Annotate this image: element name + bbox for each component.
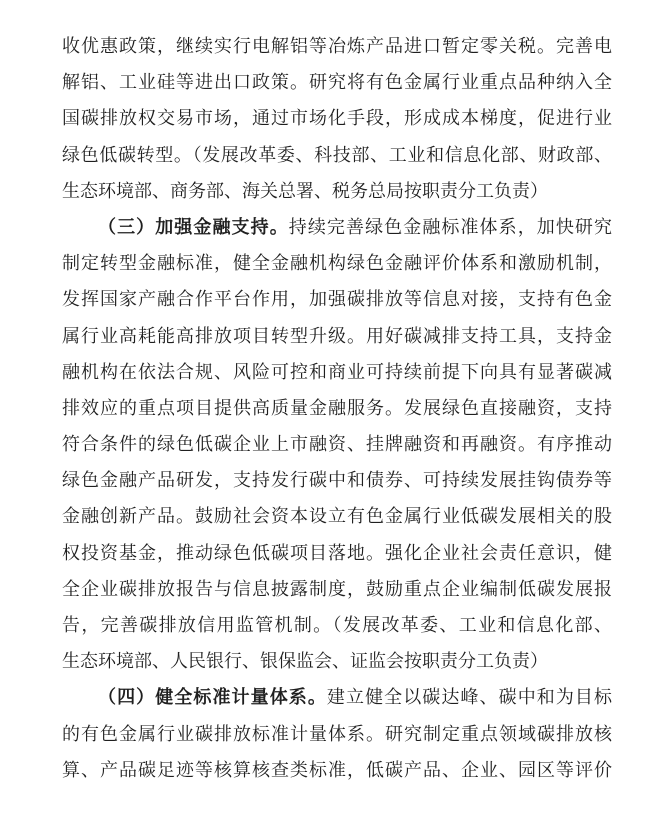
line-text: 持续完善绿色金融标准体系，加快研究: [288, 216, 612, 237]
paragraph-start-line: [62, 209, 612, 245]
line-text: 绿色金融产品研发，支持发行碳中和债券、可持续发展挂钩债券等: [62, 470, 612, 491]
document-line: [62, 752, 612, 788]
document-line: [62, 498, 612, 534]
line-text: 金融创新产品。鼓励社会资本设立有色金属行业低碳发展相关的股: [62, 506, 612, 527]
document-line: [62, 426, 612, 462]
line-text: 国碳排放权交易市场，通过市场化手段，形成成本梯度，促进行业: [62, 108, 612, 129]
line-text: 全企业碳排放报告与信息披露制度，鼓励重点企业编制低碳发展报: [62, 578, 612, 599]
line-text: 建立健全以碳达峰、碳中和为目标: [326, 687, 612, 708]
line-text: 发挥国家产融合作平台作用，加强碳排放等信息对接，支持有色金: [62, 289, 612, 310]
document-line: [62, 716, 612, 752]
section-heading: （三）加强金融支持。: [98, 216, 289, 237]
document-line: [62, 281, 612, 317]
line-text: 告，完善碳排放信用监管机制。（发展改革委、工业和信息化部、: [62, 615, 612, 635]
document-line: [62, 28, 612, 64]
line-text: 绿色低碳转型。（发展改革委、科技部、工业和信息化部、财政部、: [62, 144, 612, 165]
line-text: 生态环境部、商务部、海关总署、税务总局按职责分工负责）: [62, 180, 548, 201]
line-text: 排效应的重点项目提供高质量金融服务。发展绿色直接融资，支持: [62, 397, 612, 418]
line-text: 属行业高耗能高排放项目转型升级。用好碳减排支持工具，支持金: [62, 325, 612, 346]
document-line: [62, 173, 612, 209]
paragraph-start-line: [62, 679, 612, 715]
line-text: 的有色金属行业碳排放标准计量体系。研究制定重点领域碳排放核: [62, 723, 612, 744]
document-line: [62, 390, 612, 426]
document-line: [62, 64, 612, 100]
document-line: [62, 137, 612, 173]
document-line: [62, 571, 612, 607]
line-text: 算、产品碳足迹等核算核查类标准，低碳产品、企业、园区等评价: [62, 759, 612, 780]
document-line: [62, 100, 612, 136]
line-text: 制定转型金融标准，健全金融机构绿色金融评价体系和激励机制，: [62, 253, 612, 274]
line-text: 权投资基金，推动绿色低碳项目落地。强化企业社会责任意识，健: [62, 542, 612, 563]
section-heading: （四）健全标准计量体系。: [98, 687, 327, 708]
line-text: 符合条件的绿色低碳企业上市融资、挂牌融资和再融资。有序推动: [62, 434, 612, 455]
document-line: [62, 462, 612, 498]
document-line: [62, 607, 612, 643]
document-line: [62, 643, 612, 679]
line-text: 生态环境部、人民银行、银保监会、证监会按职责分工负责）: [62, 651, 548, 672]
document-line: [62, 245, 612, 281]
document-line: [62, 535, 612, 571]
document-line: [62, 354, 612, 390]
line-text: 融机构在依法合规、风险可控和商业可持续前提下向具有显著碳减: [62, 361, 612, 382]
document-line: [62, 318, 612, 354]
line-text: 解铝、工业硅等进出口政策。研究将有色金属行业重点品种纳入全: [62, 72, 612, 93]
line-text: 收优惠政策，继续实行电解铝等冶炼产品进口暂定零关税。完善电: [62, 36, 612, 56]
